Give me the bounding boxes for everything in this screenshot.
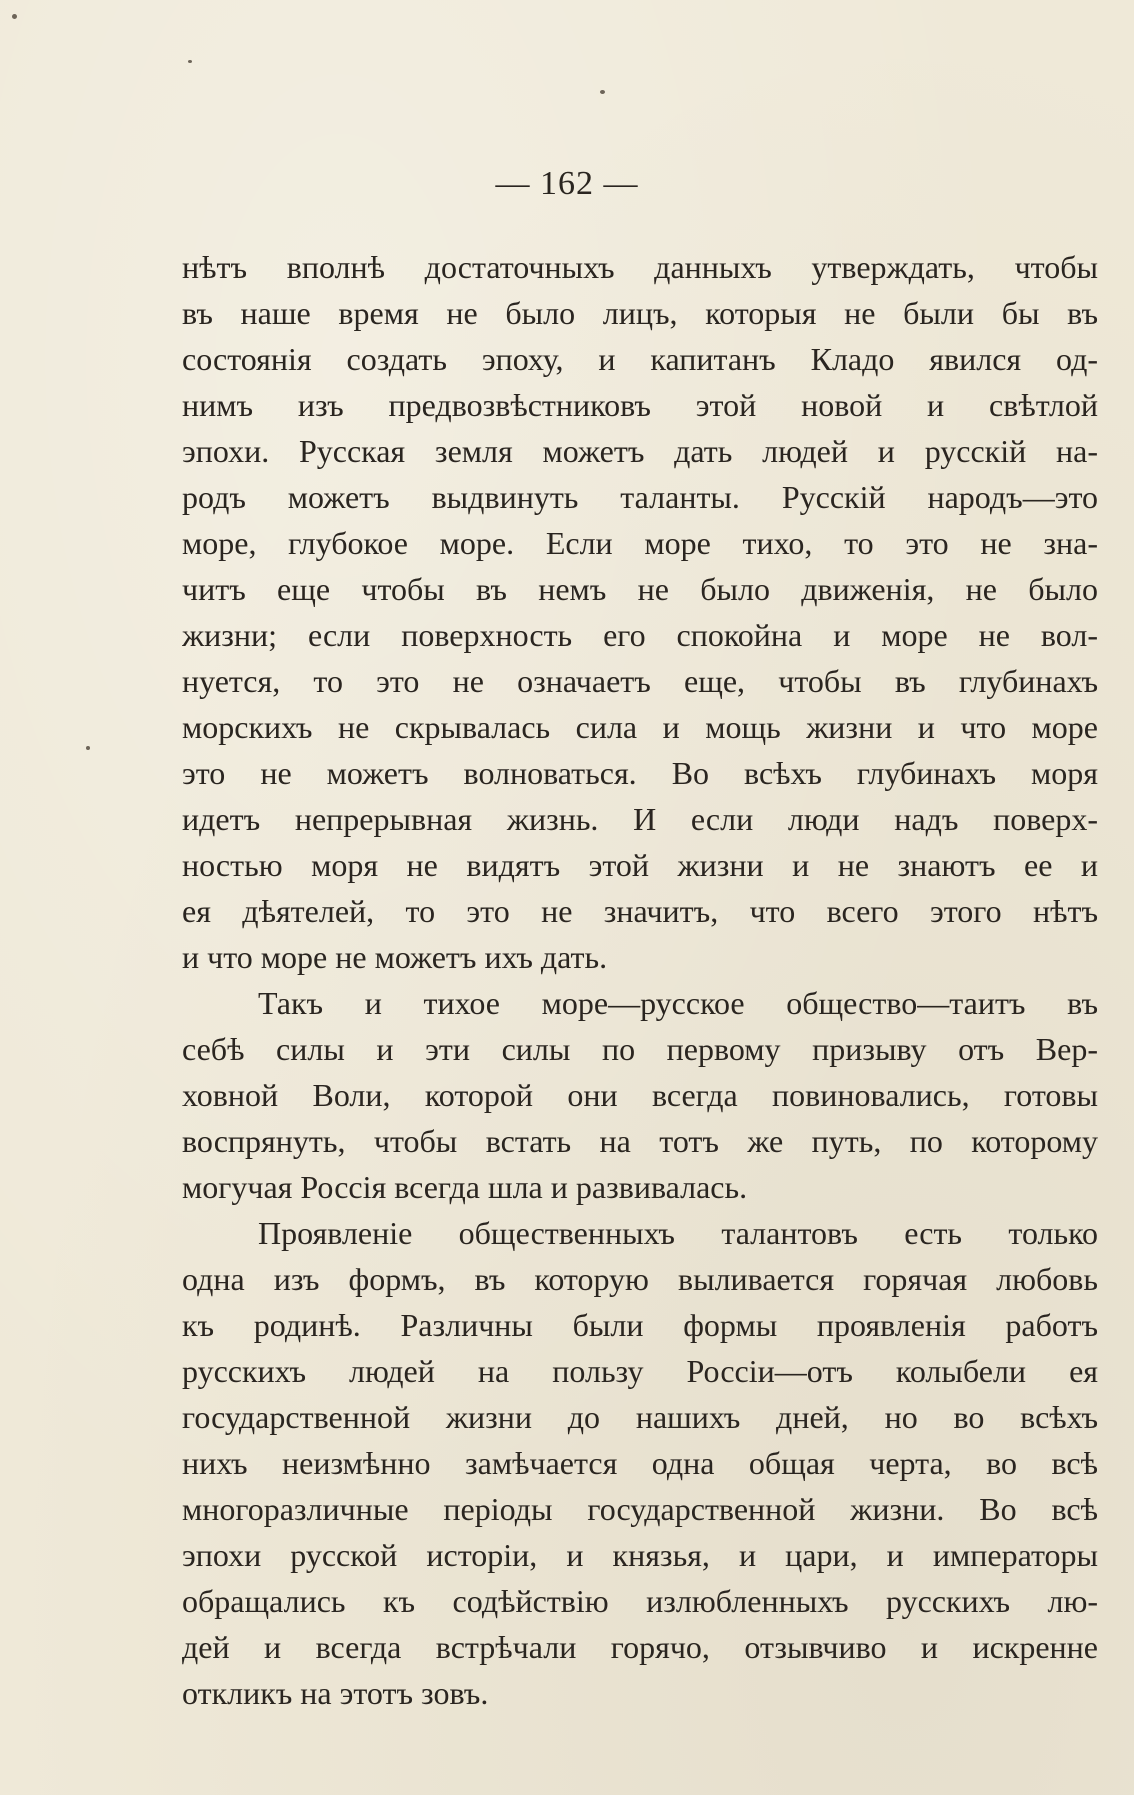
text-line: ностью моря не видятъ этой жизни и не знаютъ ее и — [182, 847, 1098, 883]
text-line: читъ еще чтобы въ немъ не было движенія, не было — [182, 571, 1098, 607]
text-line: родъ можетъ выдвинуть таланты. Русскій народъ—это — [182, 479, 1098, 515]
text-line: это не можетъ волноваться. Во всѣхъ глубинахъ моря — [182, 755, 1098, 791]
ink-speck — [12, 14, 17, 19]
text-line: одна изъ формъ, въ которую выливается горячая любовь — [182, 1261, 1098, 1297]
text-line: многоразличные періоды государственной жизни. Во всѣ — [182, 1491, 1098, 1527]
text-line: жизни; если поверхность его спокойна и море не вол- — [182, 617, 1098, 653]
text-line: обращались къ содѣйствію излюбленныхъ русскихъ лю- — [182, 1583, 1098, 1619]
text-line: Такъ и тихое море—русское общество—таитъ въ — [258, 985, 1098, 1021]
text-line: Проявленіе общественныхъ талантовъ есть только — [258, 1215, 1098, 1251]
text-line: морскихъ не скрывалась сила и мощь жизни и что море — [182, 709, 1098, 745]
ink-speck — [86, 746, 90, 750]
text-line: воспрянуть, чтобы встать на тотъ же путь, по которому — [182, 1123, 1098, 1159]
text-line: нуется, то это не означаетъ еще, чтобы въ глубинахъ — [182, 663, 1098, 699]
text-line: нѣтъ вполнѣ достаточныхъ данныхъ утверждать, чтобы — [182, 249, 1098, 285]
text-line: нимъ изъ предвозвѣстниковъ этой новой и свѣтлой — [182, 387, 1098, 423]
text-line: русскихъ людей на пользу Россіи—отъ колыбели ея — [182, 1353, 1098, 1389]
text-line: къ родинѣ. Различны были формы проявленія работъ — [182, 1307, 1098, 1343]
ink-speck — [188, 60, 192, 63]
text-line: идетъ непрерывная жизнь. И если люди надъ поверх- — [182, 801, 1098, 837]
text-line: нихъ неизмѣнно замѣчается одна общая черта, во всѣ — [182, 1445, 1098, 1481]
page-number: — 162 — — [495, 165, 639, 202]
text-line: въ наше время не было лицъ, которыя не были бы въ — [182, 295, 1098, 331]
text-line: государственной жизни до нашихъ дней, но во всѣхъ — [182, 1399, 1098, 1435]
text-line: дей и всегда встрѣчали горячо, отзывчиво и искренне — [182, 1629, 1098, 1665]
text-line: себѣ силы и эти силы по первому призыву отъ Вер- — [182, 1031, 1098, 1067]
text-line: могучая Россія всегда шла и развивалась. — [182, 1169, 748, 1205]
text-line: ея дѣятелей, то это не значитъ, что всего этого нѣтъ — [182, 893, 1098, 929]
ink-speck — [600, 90, 605, 94]
text-line: эпохи. Русская земля можетъ дать людей и русскій на- — [182, 433, 1098, 469]
text-line: ховной Воли, которой они всегда повиновались, готовы — [182, 1077, 1098, 1113]
text-line: и что море не можетъ ихъ дать. — [182, 939, 608, 975]
text-line: откликъ на этотъ зовъ. — [182, 1675, 489, 1711]
body-text — [182, 244, 1098, 1716]
text-line: эпохи русской исторіи, и князья, и цари, и императоры — [182, 1537, 1098, 1573]
text-line: море, глубокое море. Если море тихо, то это не зна- — [182, 525, 1098, 561]
text-line: состоянія создать эпоху, и капитанъ Кладо явился од- — [182, 341, 1098, 377]
